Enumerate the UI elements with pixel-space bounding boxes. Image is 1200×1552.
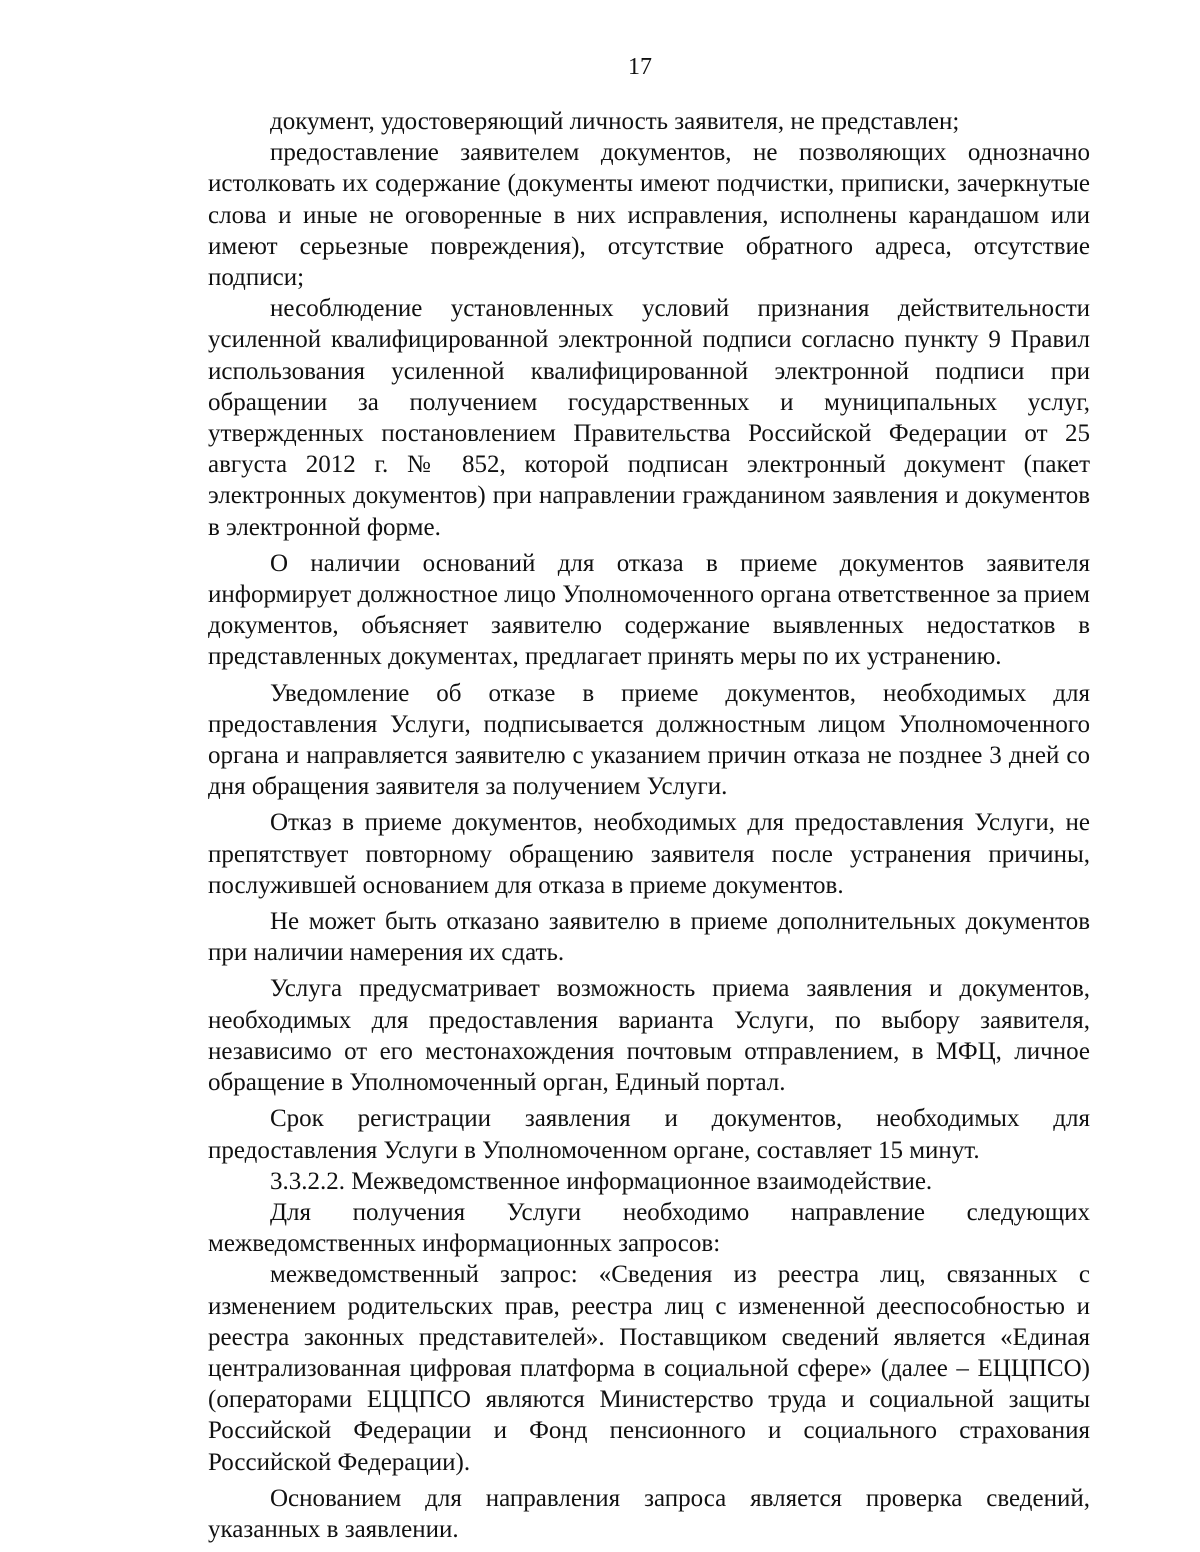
paragraph-interagency-requests: Для получения Услуги необходимо направление следующих межведомственных информационных запросов: <box>208 1198 1090 1258</box>
page-number: 17 <box>628 54 652 80</box>
paragraph-electronic-signature: несоблюдение установленных условий признания действительности усиленной квалифицированной электронной подписи согласно пункту 9 Правил использования усиленной квалифицированной электронной подписи при обращении за получением государственных и муниципальных услуг, утвержденных постановлением Правительства Российской Федерации от 25 августа 2012 г. № 852, которой подписан электронный документ (пакет электронных документов) при направлении гражданином заявления и документов в электронной форме. <box>208 295 1090 541</box>
paragraph-submission-methods: Услуга предусматривает возможность приема заявления и документов, необходимых для предоставления варианта Услуги, по выбору заявителя, независимо от его местонахождения почтовым отправлением, в МФЦ, личное обращение в Уполномоченный орган, Единый портал. <box>208 975 1090 1097</box>
paragraph-unclear-documents: предоставление заявителем документов, не позволяющих однозначно истолковать их содержание (документы имеют подчистки, приписки, зачеркнутые слова и иные не оговоренные в них исправления, исполнены карандашом или имеют серьезные повреждения), отсутствие обратного адреса, отсутствие подписи; <box>208 139 1090 292</box>
paragraph-request-basis: Основанием для направления запроса является проверка сведений, указанных в заявлении. <box>208 1484 1090 1543</box>
paragraph-repeat-application: Отказ в приеме документов, необходимых для предоставления Услуги, не препятствует повторному обращению заявителя после устранения причины, послужившей основанием для отказа в приеме документов. <box>208 809 1090 899</box>
document-body <box>208 106 1090 1545</box>
paragraph-additional-documents: Не может быть отказано заявителю в приеме дополнительных документов при наличии намерения их сдать. <box>208 908 1090 967</box>
paragraph-registration-time: Срок регистрации заявления и документов, необходимых для предоставления Услуги в Уполномоченном органе, составляет 15 минут. <box>208 1105 1090 1164</box>
paragraph-applicant-id-missing: документ, удостоверяющий личность заявителя, не представлен; <box>270 108 960 135</box>
paragraph-refusal-grounds: О наличии оснований для отказа в приеме документов заявителя информирует должностное лицо Уполномоченного органа ответственное за прием документов, объясняет заявителю содержание выявленных недостатков в представленных документах, предлагает принять меры по их устранению. <box>208 549 1090 671</box>
paragraph-registry-request: межведомственный запрос: «Сведения из реестра лиц, связанных с изменением родительских прав, реестра лиц с измененной дееспособностью и реестра законных представителей». Поставщиком сведений является «Единая централизованная цифровая платформа в социальной сфере» (далее – ЕЦЦПСО) (операторами ЕЦЦПСО являются Министерство труда и социальной защиты Российской Федерации и Фонд пенсионного и социального страхования Российской Федерации). <box>208 1261 1090 1476</box>
section-heading-interagency: 3.3.2.2. Межведомственное информационное взаимодействие. <box>270 1167 933 1195</box>
paragraph-refusal-notice: Уведомление об отказе в приеме документов, необходимых для предоставления Услуги, подписывается должностным лицом Уполномоченного органа и направляется заявителю с указанием причин отказа не позднее 3 дней со дня обращения заявителя за получением Услуги. <box>208 679 1090 801</box>
